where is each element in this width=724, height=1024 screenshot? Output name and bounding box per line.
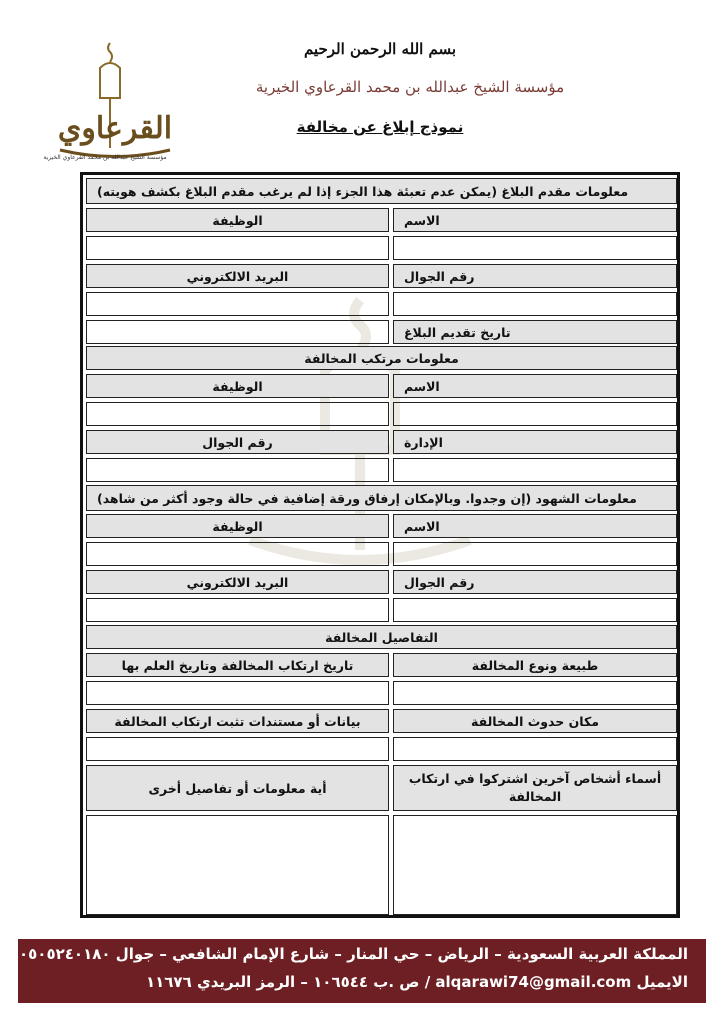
other-participants-field[interactable] <box>393 815 677 915</box>
violation-evidence-label: بيانات أو مستندات تثبت ارتكاب المخالفة <box>86 709 389 733</box>
witnesses-section-title: معلومات الشهود (إن وجدوا. وبالإمكان إرفاق ورقة إضافية في حالة وجود أكثر من شاهد) <box>86 485 677 511</box>
witness-name-field[interactable] <box>393 542 677 566</box>
form-title: نموذج إبلاغ عن مخالفة <box>296 118 464 136</box>
witness-mobile-label: رقم الجوال <box>393 570 677 594</box>
violator-name-label: الاسم <box>393 374 677 398</box>
violation-date-field[interactable] <box>86 681 389 705</box>
violation-place-field[interactable] <box>393 737 677 761</box>
reporter-job-label: الوظيفة <box>86 208 389 232</box>
witness-name-label: الاسم <box>393 514 677 538</box>
footer-email-line <box>146 973 688 991</box>
violation-nature-field[interactable] <box>393 681 677 705</box>
witness-email-field[interactable] <box>86 598 389 622</box>
reporter-mobile-label: رقم الجوال <box>393 264 677 288</box>
logo-caption: مؤسسة الشيخ عبدالله بن محمد القرعاوي الخيرية <box>43 154 167 161</box>
violator-section-title: معلومات مرتكب المخالفة <box>86 346 677 370</box>
violation-evidence-field[interactable] <box>86 737 389 761</box>
footer-contact-bar <box>18 939 706 1003</box>
reporter-email-label: البريد الالكتروني <box>86 264 389 288</box>
footer-email[interactable]: alqarawi74@gmail.com <box>435 973 632 991</box>
report-date-field[interactable] <box>86 320 389 344</box>
violation-place-label: مكان حدوث المخالفة <box>393 709 677 733</box>
reporter-email-field[interactable] <box>86 292 389 316</box>
reporter-name-field[interactable] <box>393 236 677 260</box>
other-info-field[interactable] <box>86 815 389 915</box>
organization-name: مؤسسة الشيخ عبدالله بن محمد القرعاوي الخيرية <box>255 78 565 96</box>
violator-department-field[interactable] <box>393 458 677 482</box>
reporter-mobile-field[interactable] <box>393 292 677 316</box>
report-form <box>80 172 680 918</box>
footer-postal: / ص .ب ١٠٦٥٤٤ – الرمز البريدي ١١٦٧٦ <box>145 973 431 991</box>
report-date-label: تاريخ تقديم البلاغ <box>393 320 677 344</box>
witness-mobile-field[interactable] <box>393 598 677 622</box>
witness-email-label: البريد الالكتروني <box>86 570 389 594</box>
footer-email-label: الايميل <box>636 973 688 991</box>
violator-department-label: الإدارة <box>393 430 677 454</box>
reporter-name-label: الاسم <box>393 208 677 232</box>
organization-logo <box>40 38 190 173</box>
other-participants-label: أسماء أشخاص آخرين اشتركوا في ارتكاب المخالفة <box>393 765 677 811</box>
violator-name-field[interactable] <box>393 402 677 426</box>
reporter-section-title: معلومات مقدم البلاغ (يمكن عدم تعبئة هذا الجزء إذا لم يرغب مقدم البلاغ بكشف هويته) <box>86 178 677 204</box>
details-section-title: التفاصيل المخالفة <box>86 625 677 649</box>
violation-date-label: تاريخ ارتكاب المخالفة وتاريخ العلم بها <box>86 653 389 677</box>
violator-mobile-field[interactable] <box>86 458 389 482</box>
violator-mobile-label: رقم الجوال <box>86 430 389 454</box>
reporter-job-field[interactable] <box>86 236 389 260</box>
violation-nature-label: طبيعة ونوع المخالفة <box>393 653 677 677</box>
bismillah: بسم الله الرحمن الرحيم <box>303 40 457 58</box>
footer-address: المملكة العربية السعودية – الرياض – حي المنار – شارع الإمام الشافعي – جوال ٠٥٠٥٢٤٠١٨٠ <box>18 945 688 963</box>
witness-job-label: الوظيفة <box>86 514 389 538</box>
other-info-label: أية معلومات أو تفاصيل أخرى <box>86 765 389 811</box>
witness-job-field[interactable] <box>86 542 389 566</box>
logo-wordmark: القرعاوي <box>57 111 173 146</box>
violator-job-label: الوظيفة <box>86 374 389 398</box>
violator-job-field[interactable] <box>86 402 389 426</box>
